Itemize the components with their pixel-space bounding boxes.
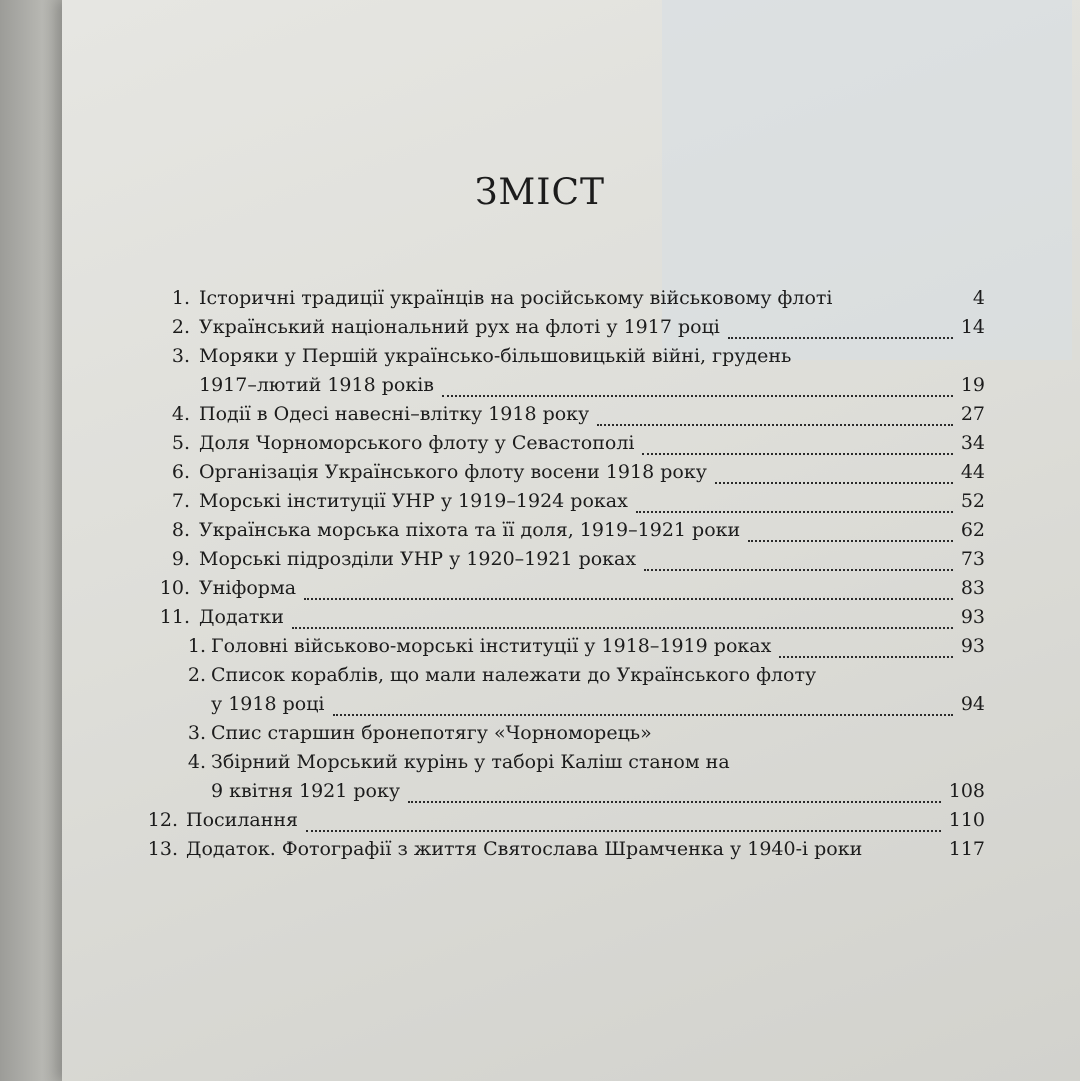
toc-entry-number: 4.: [187, 751, 206, 773]
toc-entry-title: Морські підрозділи УНР у 1920–1921 роках: [199, 548, 637, 570]
toc-entry-title: Український національний рух на флоті у 1917 році: [199, 316, 720, 338]
toc-leader-dots: [779, 656, 953, 658]
toc-entry-number: 3.: [187, 722, 206, 744]
toc-entry-4: [0, 403, 1080, 433]
toc-entry-title: Додаток. Фотографії з життя Святослава Шрамченка у 1940-і роки: [186, 838, 863, 860]
page-title: ЗМІСТ: [474, 172, 606, 213]
toc-entry-number: 1.: [187, 635, 206, 657]
toc-entry-title-continued: 9 квітня 1921 року: [211, 780, 401, 802]
toc-leader-dots: [597, 424, 953, 426]
toc-subentry-3: [0, 722, 1080, 752]
toc-leader-dots: [306, 830, 941, 832]
toc-entry-number: 2.: [187, 664, 206, 686]
toc-entry-title-continued: 1917–лютий 1918 років: [199, 374, 434, 396]
toc-leader-dots: [642, 453, 953, 455]
toc-entry-title: Організація Українського флоту восени 1918 року: [199, 461, 707, 483]
toc-entry-title: Історичні традиції українців на російському військовому флоті: [199, 287, 833, 309]
toc-entry-title: Уніформа: [199, 577, 297, 599]
toc-entry-8: [0, 519, 1080, 549]
toc-entry-page: 93: [960, 606, 985, 628]
toc-entry-title: Список кораблів, що мали належати до Українського флоту: [211, 664, 817, 686]
toc-entry-page: 4: [972, 287, 985, 309]
toc-entry-number: 10.: [159, 577, 190, 599]
toc-entry-9: [0, 548, 1080, 578]
toc-subentry-2: [0, 664, 1080, 694]
toc-entry-number: 4.: [171, 403, 190, 425]
toc-entry-3-continued: [0, 374, 1080, 404]
toc-entry-number: 9.: [171, 548, 190, 570]
toc-entry-number: 5.: [171, 432, 190, 454]
toc-subentry-4-continued: [0, 780, 1080, 810]
toc-entry-page: 83: [960, 577, 985, 599]
toc-entry-number: 3.: [171, 345, 190, 367]
toc-entry-2: [0, 316, 1080, 346]
toc-entry-number: 1.: [171, 287, 190, 309]
toc-entry-page: 14: [960, 316, 985, 338]
toc-leader-dots: [292, 627, 953, 629]
toc-entry-title: Посилання: [186, 809, 299, 831]
toc-leader-dots: [748, 540, 953, 542]
toc-entry-title: Додатки: [199, 606, 284, 628]
toc-entry-page: 73: [960, 548, 985, 570]
toc-entry-13: [0, 838, 1080, 868]
toc-entry-12: [0, 809, 1080, 839]
toc-entry-number: 12.: [147, 809, 178, 831]
toc-entry-number: 11.: [159, 606, 190, 628]
toc-entry-page: 93: [960, 635, 985, 657]
toc-entry-number: 7.: [171, 490, 190, 512]
toc-entry-page: 94: [960, 693, 985, 715]
toc-entry-page: 52: [960, 490, 985, 512]
toc-leader-dots: [728, 337, 953, 339]
toc-entry-page: 117: [948, 838, 985, 860]
toc-entry-page: 62: [960, 519, 985, 541]
toc-entry-title: Українська морська піхота та її доля, 1919–1921 роки: [199, 519, 741, 541]
toc-entry-page: 110: [948, 809, 985, 831]
toc-leader-dots: [715, 482, 953, 484]
toc-entry-number: 2.: [171, 316, 190, 338]
toc-leader-dots: [442, 395, 953, 397]
toc-entry-number: 13.: [147, 838, 178, 860]
toc-entry-title: Доля Чорноморського флоту у Севастополі: [199, 432, 635, 454]
toc-subentry-4: [0, 751, 1080, 781]
toc-leader-dots: [304, 598, 953, 600]
toc-entry-title: Морські інституції УНР у 1919–1924 роках: [199, 490, 628, 512]
toc-entry-title: Головні військово-морські інституції у 1918–1919 роках: [211, 635, 772, 657]
toc-entry-5: [0, 432, 1080, 462]
toc-entry-title: Моряки у Першій українсько-більшовицькій війні, грудень: [199, 345, 792, 367]
toc-subentry-2-continued: [0, 693, 1080, 723]
toc-entry-title: Події в Одесі навесні–влітку 1918 року: [199, 403, 590, 425]
toc-subentry-1: [0, 635, 1080, 665]
toc-leader-dots: [636, 511, 953, 513]
toc-entry-page: 44: [960, 461, 985, 483]
toc-leader-dots: [333, 714, 953, 716]
toc-entry-page: 27: [960, 403, 985, 425]
toc-entry-6: [0, 461, 1080, 491]
toc-entry-1: [0, 287, 1080, 317]
toc-entry-page: 34: [960, 432, 985, 454]
toc-leader-dots: [644, 569, 953, 571]
toc-entry-7: [0, 490, 1080, 520]
toc-entry-number: 8.: [171, 519, 190, 541]
toc-entry-page: 108: [948, 780, 985, 802]
toc-entry-title: Збірний Морський курінь у таборі Каліш станом на: [211, 751, 730, 773]
toc-entry-number: 6.: [171, 461, 190, 483]
toc-entry-page: 19: [960, 374, 985, 396]
toc-entry-11: [0, 606, 1080, 636]
toc-entry-title: Спис старшин бронепотягу «Чорноморець»: [211, 722, 652, 744]
toc-entry-title-continued: у 1918 році: [211, 693, 325, 715]
toc-leader-dots: [408, 801, 941, 803]
toc-entry-10: [0, 577, 1080, 607]
toc-entry-3: [0, 345, 1080, 375]
